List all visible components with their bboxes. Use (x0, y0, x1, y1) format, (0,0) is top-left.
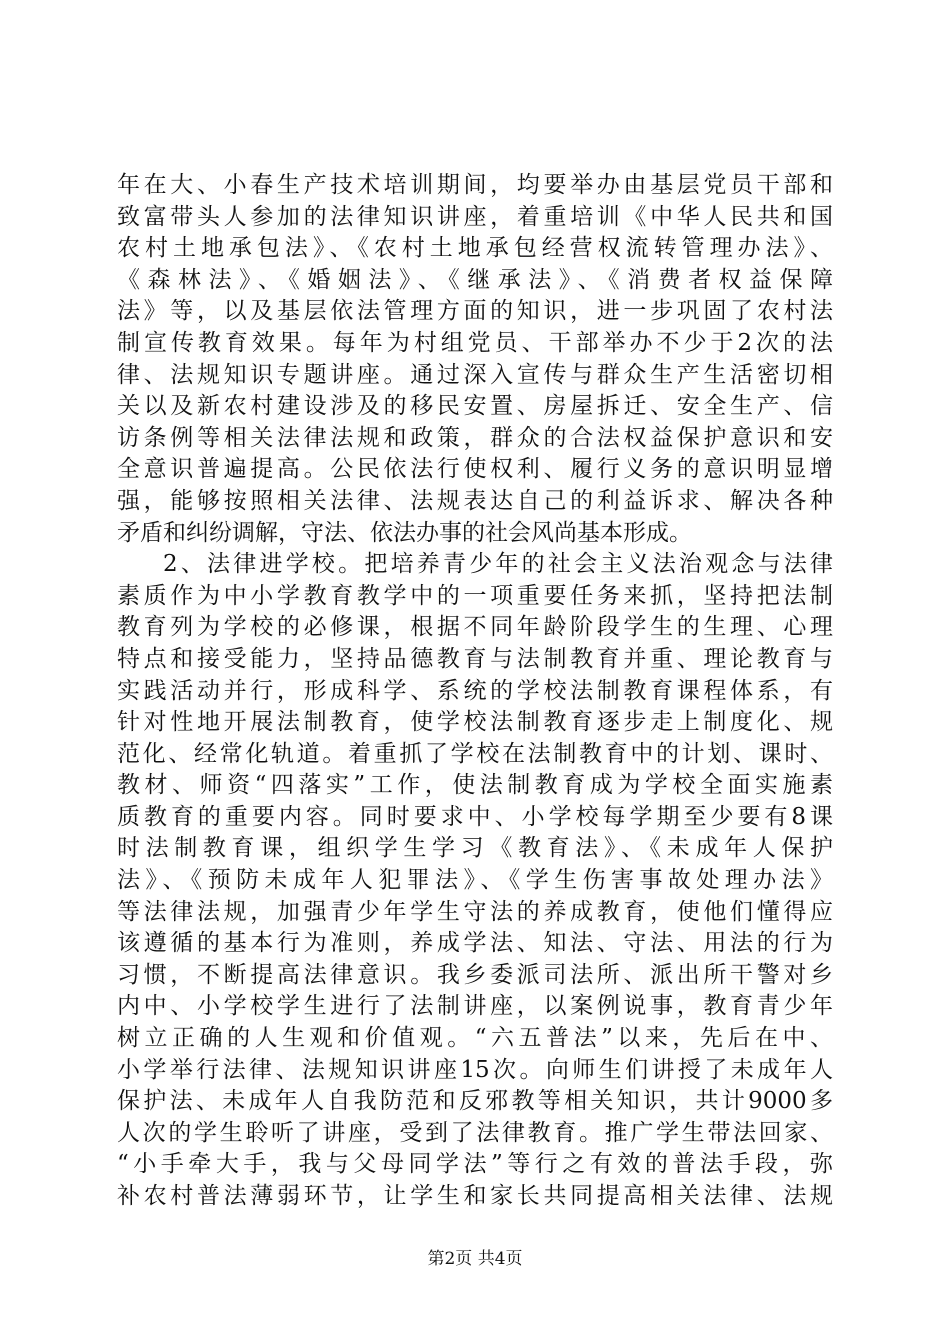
paragraph (117, 549, 833, 1212)
text-line: 补农村普法薄弱环节，让学生和家长共同提高相关法律、法规 (117, 1183, 833, 1209)
page-footer: 第2页 共4页 (427, 1249, 523, 1269)
text-line: 质教育的重要内容。同时要求中、小学校每学期至少要有8课 (117, 803, 833, 830)
text-line: 强，能够按照相关法律、法规表达自己的利益诉求、解决各种 (117, 487, 833, 514)
text-line: 制宣传教育效果。每年为村组党员、干部举办不少于2次的法 (117, 329, 833, 356)
text-line: 保护法、未成年人自我防范和反邪教等相关知识，共计9000多 (117, 1088, 833, 1115)
text-line: 特点和接受能力，坚持品德教育与法制教育并重、理论教育与 (117, 645, 833, 672)
text-line: 内中、小学校学生进行了法制讲座，以案例说事，教育青少年 (117, 993, 833, 1020)
paragraph (117, 170, 833, 549)
text-line: 等法律法规，加强青少年学生守法的养成教育，使他们懂得应 (117, 898, 833, 925)
text-line: 针对性地开展法制教育，使学校法制教育逐步走上制度化、规 (117, 709, 833, 736)
text-line: 范化、经常化轨道。着重抓了学校在法制教育中的计划、课时、 (117, 740, 833, 767)
text-line: 法》、《预防未成年人犯罪法》、《学生伤害事故处理办法》 (117, 867, 833, 894)
document-body (117, 170, 833, 1213)
text-line: 教材、师资“四落实”工作，使法制教育成为学校全面实施素 (117, 772, 833, 799)
text-line: 小学举行法律、法规知识讲座15次。向师生们讲授了未成年人 (117, 1056, 833, 1083)
text-line: 矛盾和纠纷调解，守法、依法办事的社会风尚基本形成。 (117, 519, 692, 546)
text-line: 农村土地承包法》、《农村土地承包经营权流转管理办法》、 (117, 235, 833, 262)
text-line: 法》等，以及基层依法管理方面的知识，进一步巩固了农村法 (117, 298, 833, 325)
text-line: 该遵循的基本行为准则，养成学法、知法、守法、用法的行为 (117, 930, 833, 957)
text-line: 实践活动并行，形成科学、系统的学校法制教育课程体系，有 (117, 677, 833, 704)
text-line: 树立正确的人生观和价值观。“六五普法”以来，先后在中、 (117, 1025, 833, 1052)
text-line: 时法制教育课，组织学生学习《教育法》、《未成年人保护 (117, 835, 833, 862)
text-line: 2、法律进学校。把培养青少年的社会主义法治观念与法律 (163, 551, 833, 578)
text-line: 习惯，不断提高法律意识。我乡委派司法所、派出所干警对乡 (117, 961, 833, 988)
text-line: 全意识普遍提高。公民依法行使权利、履行义务的意识明显增 (117, 456, 833, 483)
text-line: 《森林法》、《婚姻法》、《继承法》、《消费者权益保障 (117, 266, 833, 293)
text-line: 教育列为学校的必修课，根据不同年龄阶段学生的生理、心理 (117, 614, 833, 641)
text-line: 访条例等相关法律法规和政策，群众的合法权益保护意识和安 (117, 424, 833, 451)
text-line: 律、法规知识专题讲座。通过深入宣传与群众生产生活密切相 (117, 361, 833, 388)
text-line: 致富带头人参加的法律知识讲座，着重培训《中华人民共和国 (117, 203, 833, 230)
text-line: 关以及新农村建设涉及的移民安置、房屋拆迁、安全生产、信 (117, 393, 833, 420)
text-line: 年在大、小春生产技术培训期间，均要举办由基层党员干部和 (117, 172, 833, 198)
text-line: 人次的学生聆听了讲座，受到了法律教育。推广学生带法回家、 (117, 1119, 833, 1146)
text-line: 素质作为中小学教育教学中的一项重要任务来抓，坚持把法制 (117, 582, 833, 609)
text-line: “小手牵大手，我与父母同学法”等行之有效的普法手段，弥 (117, 1151, 833, 1178)
